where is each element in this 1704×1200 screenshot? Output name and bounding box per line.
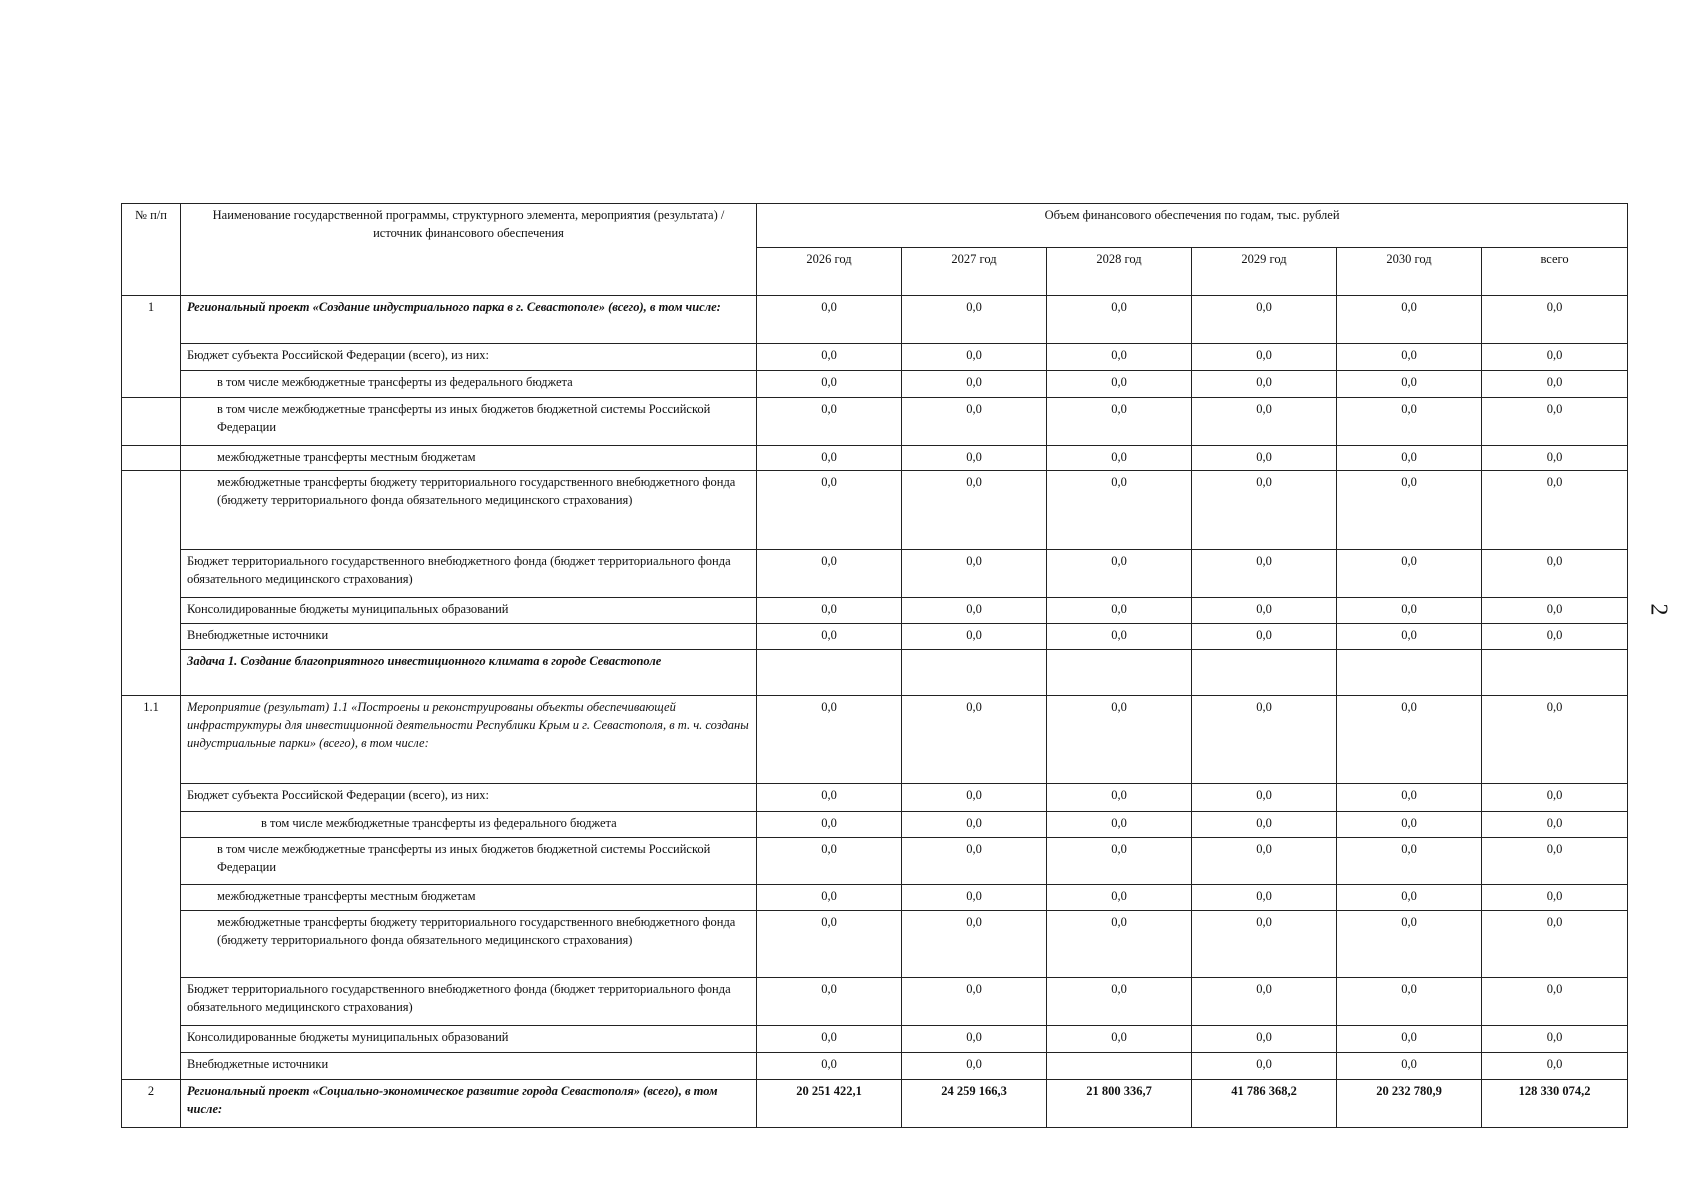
- row-name: в том числе межбюджетные трансферты из федерального бюджета: [181, 371, 757, 398]
- row-value: 0,0: [757, 624, 902, 650]
- row-value: 0,0: [902, 812, 1047, 838]
- row-value: 0,0: [1047, 598, 1192, 624]
- row-value: 0,0: [1047, 911, 1192, 978]
- row-value: 0,0: [1482, 550, 1628, 598]
- row-value: 0,0: [757, 1026, 902, 1053]
- row-value: 0,0: [1482, 838, 1628, 885]
- row-value: 0,0: [1047, 838, 1192, 885]
- row-value: 0,0: [1337, 696, 1482, 784]
- row-value: 0,0: [1192, 812, 1337, 838]
- row-value: 0,0: [902, 784, 1047, 812]
- row-value: 0,0: [1337, 398, 1482, 446]
- row-value: 0,0: [1192, 784, 1337, 812]
- header-year: 2029 год: [1192, 248, 1337, 296]
- row-value: 0,0: [757, 471, 902, 550]
- row-number: [122, 344, 181, 371]
- table-row: [122, 296, 1628, 344]
- row-value: [1047, 650, 1192, 696]
- row-value: 0,0: [1337, 371, 1482, 398]
- row-value: 0,0: [1047, 885, 1192, 911]
- row-name: межбюджетные трансферты бюджету территориального государственного внебюджетного фонда (бюджету территориального фонда обязательного медицинского страхования): [181, 911, 757, 978]
- row-value: 0,0: [1192, 471, 1337, 550]
- row-value: 0,0: [757, 371, 902, 398]
- row-value: 0,0: [1337, 446, 1482, 471]
- table-row: [122, 696, 1628, 784]
- row-value: 0,0: [902, 1026, 1047, 1053]
- table-row: [122, 371, 1628, 398]
- table-row: [122, 598, 1628, 624]
- row-value: 0,0: [902, 344, 1047, 371]
- row-value: 0,0: [1337, 838, 1482, 885]
- row-value: 0,0: [757, 446, 902, 471]
- row-value: 0,0: [1482, 1026, 1628, 1053]
- row-value: 41 786 368,2: [1192, 1080, 1337, 1128]
- row-value: 0,0: [1047, 446, 1192, 471]
- row-value: 0,0: [757, 978, 902, 1026]
- row-number: [122, 911, 181, 978]
- row-name: в том числе межбюджетные трансферты из иных бюджетов бюджетной системы Российской Федерации: [181, 838, 757, 885]
- row-value: 0,0: [1482, 978, 1628, 1026]
- table-row: [122, 838, 1628, 885]
- row-name: Региональный проект «Создание индустриального парка в г. Севастополе» (всего), в том числе:: [181, 296, 757, 344]
- row-number: 1.1: [122, 696, 181, 784]
- row-value: 0,0: [1192, 344, 1337, 371]
- row-value: 0,0: [1192, 550, 1337, 598]
- row-value: [1337, 650, 1482, 696]
- row-value: 0,0: [757, 598, 902, 624]
- row-number: 1: [122, 296, 181, 344]
- row-value: 0,0: [757, 812, 902, 838]
- header-year: 2030 год: [1337, 248, 1482, 296]
- row-value: 128 330 074,2: [1482, 1080, 1628, 1128]
- row-value: 0,0: [902, 978, 1047, 1026]
- row-value: 0,0: [902, 885, 1047, 911]
- row-value: 0,0: [1192, 624, 1337, 650]
- row-value: 0,0: [1337, 978, 1482, 1026]
- row-value: 0,0: [1482, 911, 1628, 978]
- row-value: 20 251 422,1: [757, 1080, 902, 1128]
- row-value: 0,0: [1337, 296, 1482, 344]
- budget-table: [121, 203, 1628, 1128]
- row-value: 24 259 166,3: [902, 1080, 1047, 1128]
- row-number: 2: [122, 1080, 181, 1128]
- row-value: [1047, 1053, 1192, 1080]
- row-value: 0,0: [1337, 471, 1482, 550]
- table-row: [122, 784, 1628, 812]
- row-number: [122, 471, 181, 550]
- row-number: [122, 1053, 181, 1080]
- table-row: [122, 885, 1628, 911]
- row-name: Внебюджетные источники: [181, 1053, 757, 1080]
- table-row: [122, 344, 1628, 371]
- header-name: Наименование государственной программы, структурного элемента, мероприятия (результата) / источник финансового обеспечения: [181, 204, 757, 296]
- row-number: [122, 978, 181, 1026]
- row-value: 20 232 780,9: [1337, 1080, 1482, 1128]
- row-number: [122, 1026, 181, 1053]
- row-name: Бюджет территориального государственного внебюджетного фонда (бюджет территориального фонда обязательного медицинского страхования): [181, 550, 757, 598]
- table-row: [122, 1026, 1628, 1053]
- row-number: [122, 650, 181, 696]
- row-value: 21 800 336,7: [1047, 1080, 1192, 1128]
- row-name: Бюджет территориального государственного внебюджетного фонда (бюджет территориального фонда обязательного медицинского страхования): [181, 978, 757, 1026]
- row-value: 0,0: [1337, 1026, 1482, 1053]
- row-number: [122, 885, 181, 911]
- row-value: 0,0: [902, 598, 1047, 624]
- row-value: 0,0: [902, 550, 1047, 598]
- row-value: 0,0: [1482, 471, 1628, 550]
- row-number: [122, 398, 181, 446]
- row-value: 0,0: [1047, 696, 1192, 784]
- row-value: 0,0: [1482, 696, 1628, 784]
- row-value: 0,0: [1047, 550, 1192, 598]
- row-value: 0,0: [757, 696, 902, 784]
- row-value: 0,0: [1047, 471, 1192, 550]
- row-number: [122, 598, 181, 624]
- row-value: 0,0: [1482, 371, 1628, 398]
- row-value: 0,0: [757, 344, 902, 371]
- row-name: Мероприятие (результат) 1.1 «Построены и реконструированы объекты обеспечивающей инфраструктуры для инвестиционной деятельности Республики Крым и г. Севастополя, в т. ч. созданы индустриальные парки» (всего), в том числе:: [181, 696, 757, 784]
- header-year: 2026 год: [757, 248, 902, 296]
- row-value: 0,0: [1337, 550, 1482, 598]
- row-name: Консолидированные бюджеты муниципальных образований: [181, 1026, 757, 1053]
- row-value: 0,0: [902, 838, 1047, 885]
- row-value: 0,0: [757, 398, 902, 446]
- row-number: [122, 812, 181, 838]
- row-value: 0,0: [902, 398, 1047, 446]
- header-year: всего: [1482, 248, 1628, 296]
- table-row: [122, 624, 1628, 650]
- row-value: 0,0: [1482, 624, 1628, 650]
- row-value: 0,0: [902, 1053, 1047, 1080]
- table-row: [122, 550, 1628, 598]
- table-row: [122, 978, 1628, 1026]
- row-number: [122, 371, 181, 398]
- row-value: 0,0: [1192, 696, 1337, 784]
- row-number: [122, 624, 181, 650]
- table-row: [122, 471, 1628, 550]
- row-name: Внебюджетные источники: [181, 624, 757, 650]
- row-name: межбюджетные трансферты местным бюджетам: [181, 446, 757, 471]
- row-value: 0,0: [1337, 344, 1482, 371]
- row-value: 0,0: [1482, 784, 1628, 812]
- row-value: 0,0: [1047, 344, 1192, 371]
- row-name: в том числе межбюджетные трансферты из федерального бюджета: [181, 812, 757, 838]
- table-row: [122, 911, 1628, 978]
- row-name: Бюджет субъекта Российской Федерации (всего), из них:: [181, 784, 757, 812]
- row-value: 0,0: [1047, 398, 1192, 446]
- row-value: 0,0: [902, 911, 1047, 978]
- row-value: 0,0: [1192, 371, 1337, 398]
- row-value: 0,0: [1192, 598, 1337, 624]
- row-value: 0,0: [1337, 885, 1482, 911]
- row-value: 0,0: [1482, 446, 1628, 471]
- row-value: 0,0: [1337, 911, 1482, 978]
- row-name: Региональный проект «Социально-экономическое развитие города Севастополя» (всего), в том числе:: [181, 1080, 757, 1128]
- row-value: 0,0: [1047, 624, 1192, 650]
- page-number: 2: [1645, 603, 1672, 616]
- table-row: [122, 398, 1628, 446]
- row-value: 0,0: [902, 446, 1047, 471]
- row-value: 0,0: [1482, 812, 1628, 838]
- row-value: 0,0: [1337, 1053, 1482, 1080]
- row-name: Бюджет субъекта Российской Федерации (всего), из них:: [181, 344, 757, 371]
- header-year: 2028 год: [1047, 248, 1192, 296]
- row-value: 0,0: [1047, 1026, 1192, 1053]
- row-value: 0,0: [1192, 446, 1337, 471]
- row-number: [122, 550, 181, 598]
- row-value: 0,0: [1047, 978, 1192, 1026]
- row-value: 0,0: [1482, 344, 1628, 371]
- row-value: 0,0: [757, 838, 902, 885]
- header-year: 2027 год: [902, 248, 1047, 296]
- table-row: [122, 446, 1628, 471]
- row-value: 0,0: [1047, 371, 1192, 398]
- row-number: [122, 446, 181, 471]
- row-value: 0,0: [902, 471, 1047, 550]
- row-value: 0,0: [1192, 911, 1337, 978]
- table-row: [122, 1053, 1628, 1080]
- row-value: 0,0: [902, 371, 1047, 398]
- row-value: 0,0: [1337, 624, 1482, 650]
- row-value: 0,0: [1482, 398, 1628, 446]
- row-value: [757, 650, 902, 696]
- row-value: 0,0: [1192, 1053, 1337, 1080]
- row-value: 0,0: [1337, 598, 1482, 624]
- row-value: 0,0: [1192, 1026, 1337, 1053]
- table-row: [122, 1080, 1628, 1128]
- row-value: 0,0: [757, 296, 902, 344]
- row-value: [1482, 650, 1628, 696]
- row-value: 0,0: [1047, 812, 1192, 838]
- row-value: 0,0: [1192, 978, 1337, 1026]
- row-value: 0,0: [757, 784, 902, 812]
- row-value: 0,0: [757, 1053, 902, 1080]
- row-value: 0,0: [1482, 296, 1628, 344]
- row-value: 0,0: [1192, 296, 1337, 344]
- table-row: [122, 812, 1628, 838]
- row-number: [122, 838, 181, 885]
- row-value: 0,0: [1482, 598, 1628, 624]
- row-value: 0,0: [902, 624, 1047, 650]
- row-value: 0,0: [1337, 812, 1482, 838]
- row-name: межбюджетные трансферты местным бюджетам: [181, 885, 757, 911]
- row-name: в том числе межбюджетные трансферты из иных бюджетов бюджетной системы Российской Федерации: [181, 398, 757, 446]
- row-name: межбюджетные трансферты бюджету территориального государственного внебюджетного фонда (бюджету территориального фонда обязательного медицинского страхования): [181, 471, 757, 550]
- row-value: 0,0: [902, 296, 1047, 344]
- row-value: 0,0: [1482, 1053, 1628, 1080]
- row-name: Задача 1. Создание благоприятного инвестиционного климата в городе Севастополе: [181, 650, 757, 696]
- row-value: 0,0: [1482, 885, 1628, 911]
- row-value: 0,0: [757, 885, 902, 911]
- table-row: [122, 650, 1628, 696]
- row-value: 0,0: [1337, 784, 1482, 812]
- row-value: 0,0: [1192, 398, 1337, 446]
- row-value: [1192, 650, 1337, 696]
- header-years-group: Объем финансового обеспечения по годам, тыс. рублей: [757, 204, 1628, 248]
- row-value: 0,0: [1192, 885, 1337, 911]
- row-value: 0,0: [1192, 838, 1337, 885]
- row-value: 0,0: [902, 696, 1047, 784]
- row-name: Консолидированные бюджеты муниципальных образований: [181, 598, 757, 624]
- row-value: 0,0: [1047, 784, 1192, 812]
- row-value: 0,0: [757, 911, 902, 978]
- row-value: 0,0: [757, 550, 902, 598]
- row-number: [122, 784, 181, 812]
- header-num: № п/п: [122, 204, 181, 296]
- row-value: [902, 650, 1047, 696]
- row-value: 0,0: [1047, 296, 1192, 344]
